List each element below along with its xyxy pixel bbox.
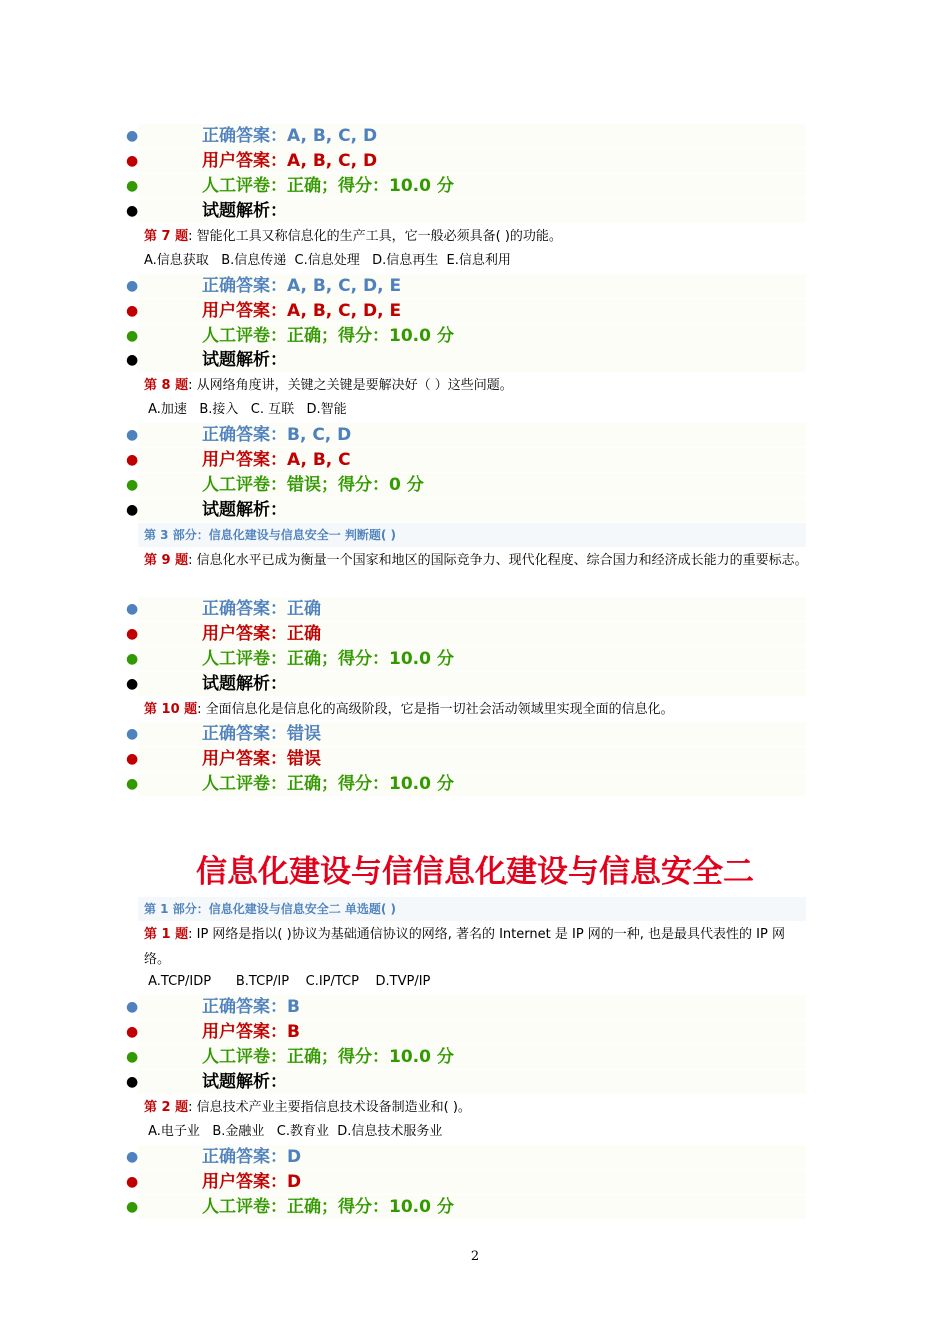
grade-row bbox=[126, 1195, 806, 1219]
correct-answer-row bbox=[126, 995, 806, 1019]
correct-answer-row bbox=[126, 722, 806, 746]
bullet-icon: ● bbox=[126, 452, 139, 468]
user-answer: 用户答案：A, B, C bbox=[202, 450, 351, 470]
analysis-label: 试题解析： bbox=[202, 350, 287, 370]
user-answer: 用户答案：错误 bbox=[202, 749, 321, 769]
user-answer-row bbox=[126, 1170, 806, 1194]
bullet-icon: ● bbox=[126, 477, 139, 493]
user-answer: 用户答案：B bbox=[202, 1022, 300, 1042]
correct-answer: 正确答案：正确 bbox=[202, 599, 321, 619]
bullet-icon: ● bbox=[126, 626, 139, 642]
question-number: 第 7 题 bbox=[144, 229, 189, 244]
correct-answer-row bbox=[126, 1145, 806, 1169]
grade-row bbox=[126, 772, 806, 796]
question-text: : 智能化工具又称信息化的生产工具，它一般必须具备( )的功能。 bbox=[188, 229, 562, 244]
bullet-icon: ● bbox=[126, 1149, 139, 1165]
bullet-icon: ● bbox=[126, 726, 139, 742]
analysis-label: 试题解析： bbox=[202, 201, 287, 221]
correct-answer: 正确答案：A, B, C, D bbox=[202, 126, 378, 146]
correct-answer-row bbox=[126, 597, 806, 621]
bullet-icon: ● bbox=[126, 352, 139, 368]
grade-row bbox=[126, 174, 806, 198]
question-7 bbox=[144, 224, 808, 249]
grade-row bbox=[126, 473, 806, 497]
question-text: : 从网络角度讲，关键之关键是要解决好（ ）这些问题。 bbox=[188, 378, 513, 393]
question-options: A.电子业 B.金融业 C.教育业 D.信息技术服务业 bbox=[144, 1124, 443, 1139]
correct-answer-row bbox=[126, 274, 806, 298]
bullet-icon: ● bbox=[126, 128, 139, 144]
question-text: : IP 网络是指以( )协议为基础通信协议的网络, 著名的 Internet 是 IP 网的一种, 也是最具代表性的 IP 网络。 bbox=[144, 927, 785, 967]
grade-result: 人工评卷：错误；得分：0 分 bbox=[202, 475, 424, 495]
grade-result: 人工评卷：正确；得分：10.0 分 bbox=[202, 1047, 454, 1067]
bullet-icon: ● bbox=[126, 601, 139, 617]
user-answer-row bbox=[126, 622, 806, 646]
bullet-icon: ● bbox=[126, 999, 139, 1015]
grade-row bbox=[126, 647, 806, 671]
grade-result: 人工评卷：正确；得分：10.0 分 bbox=[202, 1197, 454, 1217]
user-answer: 用户答案：A, B, C, D bbox=[202, 151, 378, 171]
section-header: 第 3 部分：信息化建设与信息安全一 判断题( ) bbox=[138, 523, 806, 547]
user-answer-row bbox=[126, 747, 806, 771]
analysis-row bbox=[126, 672, 806, 696]
question-text: : 信息化水平已成为衡量一个国家和地区的国际竞争力、现代化程度、综合国力和经济成长能力的重要标志。 bbox=[188, 553, 808, 568]
user-answer: 用户答案：D bbox=[202, 1172, 302, 1192]
grade-row bbox=[126, 1045, 806, 1069]
analysis-label: 试题解析： bbox=[202, 500, 287, 520]
bullet-icon: ● bbox=[126, 328, 139, 344]
question-text: : 全面信息化是信息化的高级阶段，它是指一切社会活动领域里实现全面的信息化。 bbox=[197, 702, 674, 717]
question-8 bbox=[144, 373, 808, 398]
correct-answer: 正确答案：B, C, D bbox=[202, 425, 352, 445]
question-options: A.加速 B.接入 C. 互联 D.智能 bbox=[144, 402, 347, 417]
question-2 bbox=[144, 1095, 808, 1120]
correct-answer-row bbox=[126, 423, 806, 447]
bullet-icon: ● bbox=[126, 278, 139, 294]
question-number: 第 10 题 bbox=[144, 702, 198, 717]
correct-answer-row bbox=[126, 124, 806, 148]
bullet-icon: ● bbox=[126, 1174, 139, 1190]
grade-result: 人工评卷：正确；得分：10.0 分 bbox=[202, 176, 454, 196]
question-options: A.信息获取 B.信息传递 C.信息处理 D.信息再生 E.信息利用 bbox=[144, 253, 511, 268]
analysis-row bbox=[126, 348, 806, 372]
user-answer: 用户答案：正确 bbox=[202, 624, 321, 644]
bullet-icon: ● bbox=[126, 178, 139, 194]
grade-result: 人工评卷：正确；得分：10.0 分 bbox=[202, 649, 454, 669]
user-answer-row bbox=[126, 448, 806, 472]
correct-answer: 正确答案：D bbox=[202, 1147, 302, 1167]
user-answer-row bbox=[126, 1020, 806, 1044]
bullet-icon: ● bbox=[126, 651, 139, 667]
bullet-icon: ● bbox=[126, 1049, 139, 1065]
question-text: : 信息技术产业主要指信息技术设备制造业和( )。 bbox=[188, 1100, 471, 1115]
bullet-icon: ● bbox=[126, 1199, 139, 1215]
analysis-row bbox=[126, 1070, 806, 1094]
question-number: 第 2 题 bbox=[144, 1100, 189, 1115]
analysis-row bbox=[126, 498, 806, 522]
analysis-label: 试题解析： bbox=[202, 674, 287, 694]
question-number: 第 9 题 bbox=[144, 553, 189, 568]
correct-answer: 正确答案：B bbox=[202, 997, 300, 1017]
correct-answer: 正确答案：A, B, C, D, E bbox=[202, 276, 402, 296]
bullet-icon: ● bbox=[126, 203, 139, 219]
bullet-icon: ● bbox=[126, 303, 139, 319]
question-1 bbox=[144, 922, 808, 972]
question-options: A.TCP/IDP B.TCP/IP C.IP/TCP D.TVP/IP bbox=[144, 974, 431, 989]
user-answer-row bbox=[126, 299, 806, 323]
bullet-icon: ● bbox=[126, 776, 139, 792]
grade-row bbox=[126, 324, 806, 348]
correct-answer: 正确答案：错误 bbox=[202, 724, 321, 744]
bullet-icon: ● bbox=[126, 427, 139, 443]
page-number: 2 bbox=[470, 1249, 480, 1264]
section-header: 第 1 部分：信息化建设与信息安全二 单选题( ) bbox=[138, 897, 806, 921]
question-9 bbox=[144, 548, 808, 573]
bullet-icon: ● bbox=[126, 1024, 139, 1040]
bullet-icon: ● bbox=[126, 153, 139, 169]
question-10 bbox=[144, 697, 808, 722]
question-number: 第 1 题 bbox=[144, 927, 189, 942]
analysis-row bbox=[126, 199, 806, 223]
user-answer-row bbox=[126, 149, 806, 173]
analysis-label: 试题解析： bbox=[202, 1072, 287, 1092]
question-number: 第 8 题 bbox=[144, 378, 189, 393]
bullet-icon: ● bbox=[126, 751, 139, 767]
bullet-icon: ● bbox=[126, 676, 139, 692]
grade-result: 人工评卷：正确；得分：10.0 分 bbox=[202, 774, 454, 794]
bullet-icon: ● bbox=[126, 502, 139, 518]
grade-result: 人工评卷：正确；得分：10.0 分 bbox=[202, 326, 454, 346]
user-answer: 用户答案：A, B, C, D, E bbox=[202, 301, 402, 321]
page-title: 信息化建设与信信息化建设与信息安全二 bbox=[196, 854, 754, 890]
bullet-icon: ● bbox=[126, 1074, 139, 1090]
